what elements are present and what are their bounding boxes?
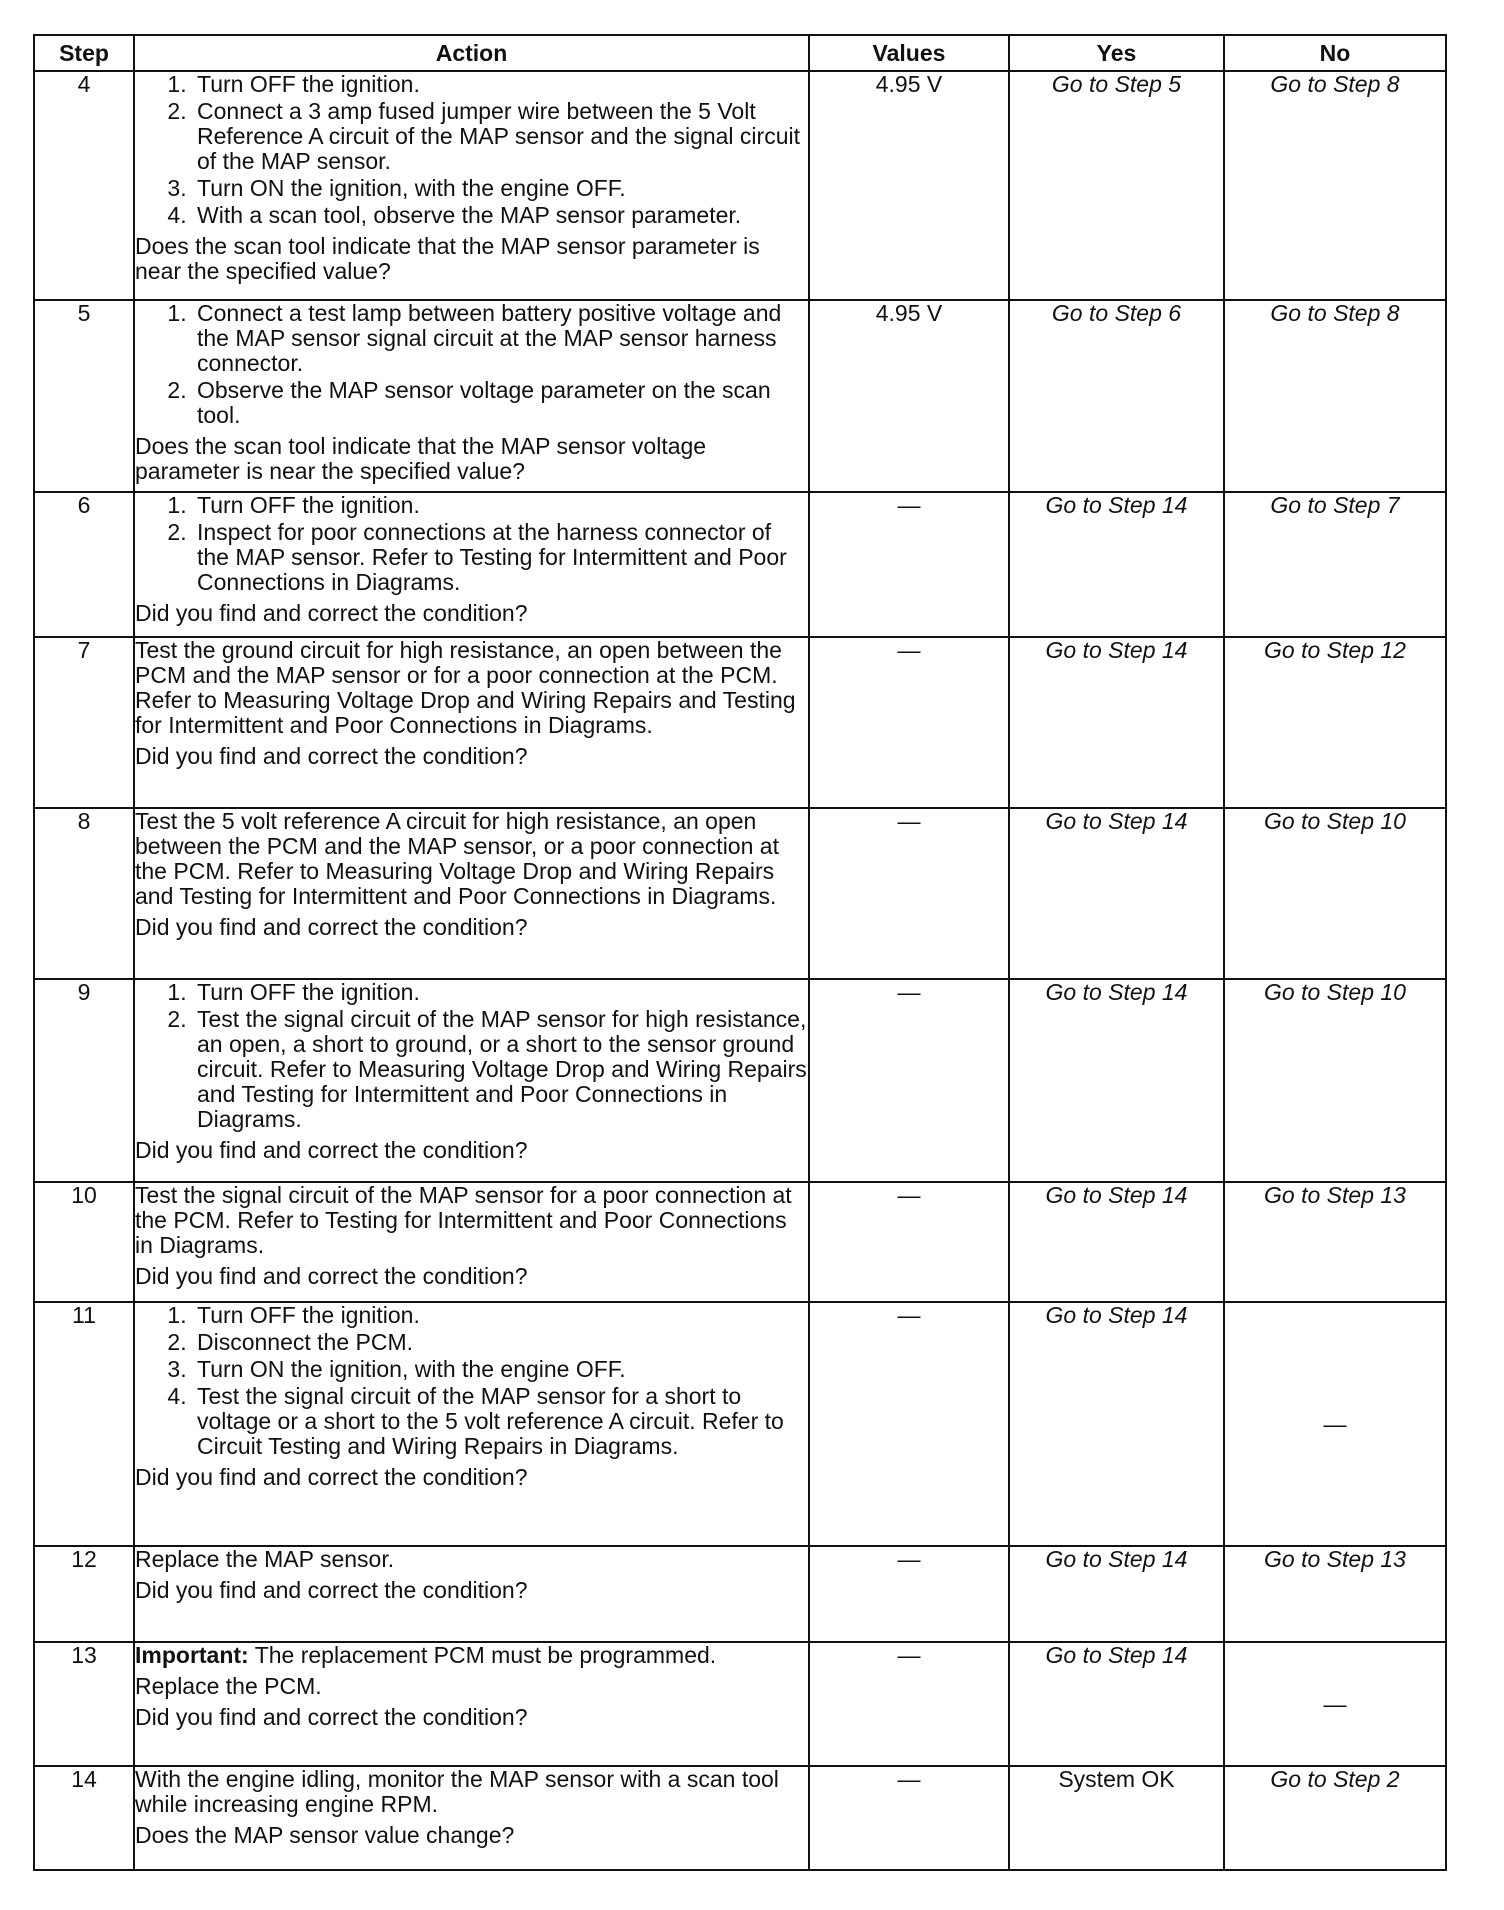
value-cell: — [809, 1642, 1009, 1766]
diagnostic-table [33, 34, 1447, 1871]
value-cell: — [809, 1546, 1009, 1642]
step-row-7 [34, 637, 1446, 808]
action-question: Did you find and correct the condition? [135, 600, 528, 626]
step-row-5 [34, 300, 1446, 492]
action-question: Did you find and correct the condition? [135, 1464, 528, 1490]
important-label: Important: [135, 1642, 249, 1668]
action-step: 2. Connect a 3 amp fused jumper wire between the 5 Volt Reference A circuit of the MAP sensor and the signal circuit of the MAP sensor. [193, 99, 808, 174]
value-cell: — [809, 979, 1009, 1182]
no-cell: Go to Step 12 [1224, 637, 1446, 808]
no-cell: Go to Step 13 [1224, 1182, 1446, 1302]
no-cell: — [1224, 1642, 1446, 1766]
important-text: The replacement PCM must be programmed. [254, 1642, 717, 1668]
action-question: Does the scan tool indicate that the MAP sensor voltage parameter is near the specified value? [135, 433, 707, 484]
action-question: Did you find and correct the condition? [135, 1577, 528, 1603]
yes-cell: Go to Step 14 [1009, 979, 1224, 1182]
step-number: 6 [34, 492, 134, 637]
value-cell: — [809, 637, 1009, 808]
header-row [34, 35, 1446, 71]
step-number: 5 [34, 300, 134, 492]
action-cell [134, 300, 809, 492]
yes-cell: Go to Step 14 [1009, 1302, 1224, 1546]
step-row-6 [34, 492, 1446, 637]
header-values: Values [809, 35, 1009, 71]
action-step: 3. Turn ON the ignition, with the engine OFF. [193, 1357, 808, 1382]
no-cell: Go to Step 8 [1224, 71, 1446, 300]
step-number: 4 [34, 71, 134, 300]
action-cell [134, 1642, 809, 1766]
action-cell [134, 808, 809, 979]
action-question: Did you find and correct the condition? [135, 1137, 528, 1163]
yes-cell: Go to Step 14 [1009, 637, 1224, 808]
action-text: Replace the MAP sensor. [135, 1546, 395, 1572]
value-cell: 4.95 V [809, 71, 1009, 300]
step-row-4 [34, 71, 1446, 300]
step-row-9 [34, 979, 1446, 1182]
action-steps [135, 301, 808, 428]
no-cell: Go to Step 10 [1224, 808, 1446, 979]
value-cell: — [809, 1302, 1009, 1546]
action-cell [134, 1546, 809, 1642]
yes-cell: System OK [1009, 1766, 1224, 1870]
step-number: 7 [34, 637, 134, 808]
action-step: 2. Observe the MAP sensor voltage parameter on the scan tool. [193, 378, 808, 428]
action-cell [134, 71, 809, 300]
step-number: 9 [34, 979, 134, 1182]
header-yes: Yes [1009, 35, 1224, 71]
action-text: Replace the PCM. [135, 1673, 322, 1699]
header-action: Action [134, 35, 809, 71]
value-cell: — [809, 492, 1009, 637]
value-cell: — [809, 1182, 1009, 1302]
step-row-14 [34, 1766, 1446, 1870]
action-cell [134, 979, 809, 1182]
yes-cell: Go to Step 14 [1009, 1546, 1224, 1642]
value-cell: 4.95 V [809, 300, 1009, 492]
header-step: Step [34, 35, 134, 71]
value-cell: — [809, 808, 1009, 979]
step-row-10 [34, 1182, 1446, 1302]
step-number: 13 [34, 1642, 134, 1766]
step-row-13 [34, 1642, 1446, 1766]
action-question: Did you find and correct the condition? [135, 1263, 528, 1289]
action-cell [134, 1766, 809, 1870]
step-number: 12 [34, 1546, 134, 1642]
important-note [135, 1643, 808, 1668]
action-steps [135, 1303, 808, 1459]
action-text: Test the 5 volt reference A circuit for high resistance, an open between the PCM and the MAP sensor, or a poor connection at the PCM. Refer to Measuring Voltage Drop and Wiring Repairs and Testing for Intermittent and Poor Connections in Diagrams. [135, 808, 779, 909]
step-row-11 [34, 1302, 1446, 1546]
step-row-8 [34, 808, 1446, 979]
action-cell [134, 637, 809, 808]
action-step: 4. Test the signal circuit of the MAP sensor for a short to voltage or a short to the 5 volt reference A circuit. Refer to Circuit Testing and Wiring Repairs in Diagrams. [193, 1384, 808, 1459]
value-cell: — [809, 1766, 1009, 1870]
no-cell: Go to Step 2 [1224, 1766, 1446, 1870]
action-steps [135, 980, 808, 1132]
no-cell: Go to Step 10 [1224, 979, 1446, 1182]
yes-cell: Go to Step 14 [1009, 808, 1224, 979]
action-step: 1. Turn OFF the ignition. [193, 1303, 808, 1328]
step-number: 10 [34, 1182, 134, 1302]
action-step: 1. Turn OFF the ignition. [193, 72, 808, 97]
action-text: Test the signal circuit of the MAP sensor for a poor connection at the PCM. Refer to Testing for Intermittent and Poor Connections in Diagrams. [135, 1182, 792, 1258]
no-cell: Go to Step 8 [1224, 300, 1446, 492]
action-text: Test the ground circuit for high resistance, an open between the PCM and the MAP sensor or for a poor connection at the PCM. Refer to Measuring Voltage Drop and Wiring Repairs and Testing for Intermittent and Poor Connections in Diagrams. [135, 637, 796, 738]
action-question: Did you find and correct the condition? [135, 743, 528, 769]
yes-cell: Go to Step 14 [1009, 492, 1224, 637]
step-row-12 [34, 1546, 1446, 1642]
action-cell [134, 492, 809, 637]
action-step: 2. Inspect for poor connections at the harness connector of the MAP sensor. Refer to Testing for Intermittent and Poor Connections in Diagrams. [193, 520, 808, 595]
action-question: Did you find and correct the condition? [135, 1704, 528, 1730]
action-question: Did you find and correct the condition? [135, 914, 528, 940]
action-cell [134, 1182, 809, 1302]
action-question: Does the scan tool indicate that the MAP sensor parameter is near the specified value? [135, 233, 760, 284]
yes-cell: Go to Step 5 [1009, 71, 1224, 300]
yes-cell: Go to Step 14 [1009, 1182, 1224, 1302]
action-step: 2. Disconnect the PCM. [193, 1330, 808, 1355]
action-step: 1. Connect a test lamp between battery positive voltage and the MAP sensor signal circuit at the MAP sensor harness connector. [193, 301, 808, 376]
yes-cell: Go to Step 14 [1009, 1642, 1224, 1766]
action-text: With the engine idling, monitor the MAP sensor with a scan tool while increasing engine RPM. [135, 1766, 779, 1817]
action-step: 3. Turn ON the ignition, with the engine OFF. [193, 176, 808, 201]
action-step: 4. With a scan tool, observe the MAP sensor parameter. [193, 203, 808, 228]
step-number: 14 [34, 1766, 134, 1870]
header-no: No [1224, 35, 1446, 71]
action-step: 2. Test the signal circuit of the MAP sensor for high resistance, an open, a short to ground, or a short to the sensor ground circuit. Refer to Measuring Voltage Drop and Wiring Repairs and Testing for Intermittent and Poor Connections in Diagrams. [193, 1007, 808, 1132]
no-cell: — [1224, 1302, 1446, 1546]
action-cell [134, 1302, 809, 1546]
action-steps [135, 493, 808, 595]
no-cell: Go to Step 7 [1224, 492, 1446, 637]
action-step: 1. Turn OFF the ignition. [193, 980, 808, 1005]
no-cell: Go to Step 13 [1224, 1546, 1446, 1642]
step-number: 8 [34, 808, 134, 979]
yes-cell: Go to Step 6 [1009, 300, 1224, 492]
action-step: 1. Turn OFF the ignition. [193, 493, 808, 518]
action-steps [135, 72, 808, 228]
action-question: Does the MAP sensor value change? [135, 1822, 515, 1848]
step-number: 11 [34, 1302, 134, 1546]
